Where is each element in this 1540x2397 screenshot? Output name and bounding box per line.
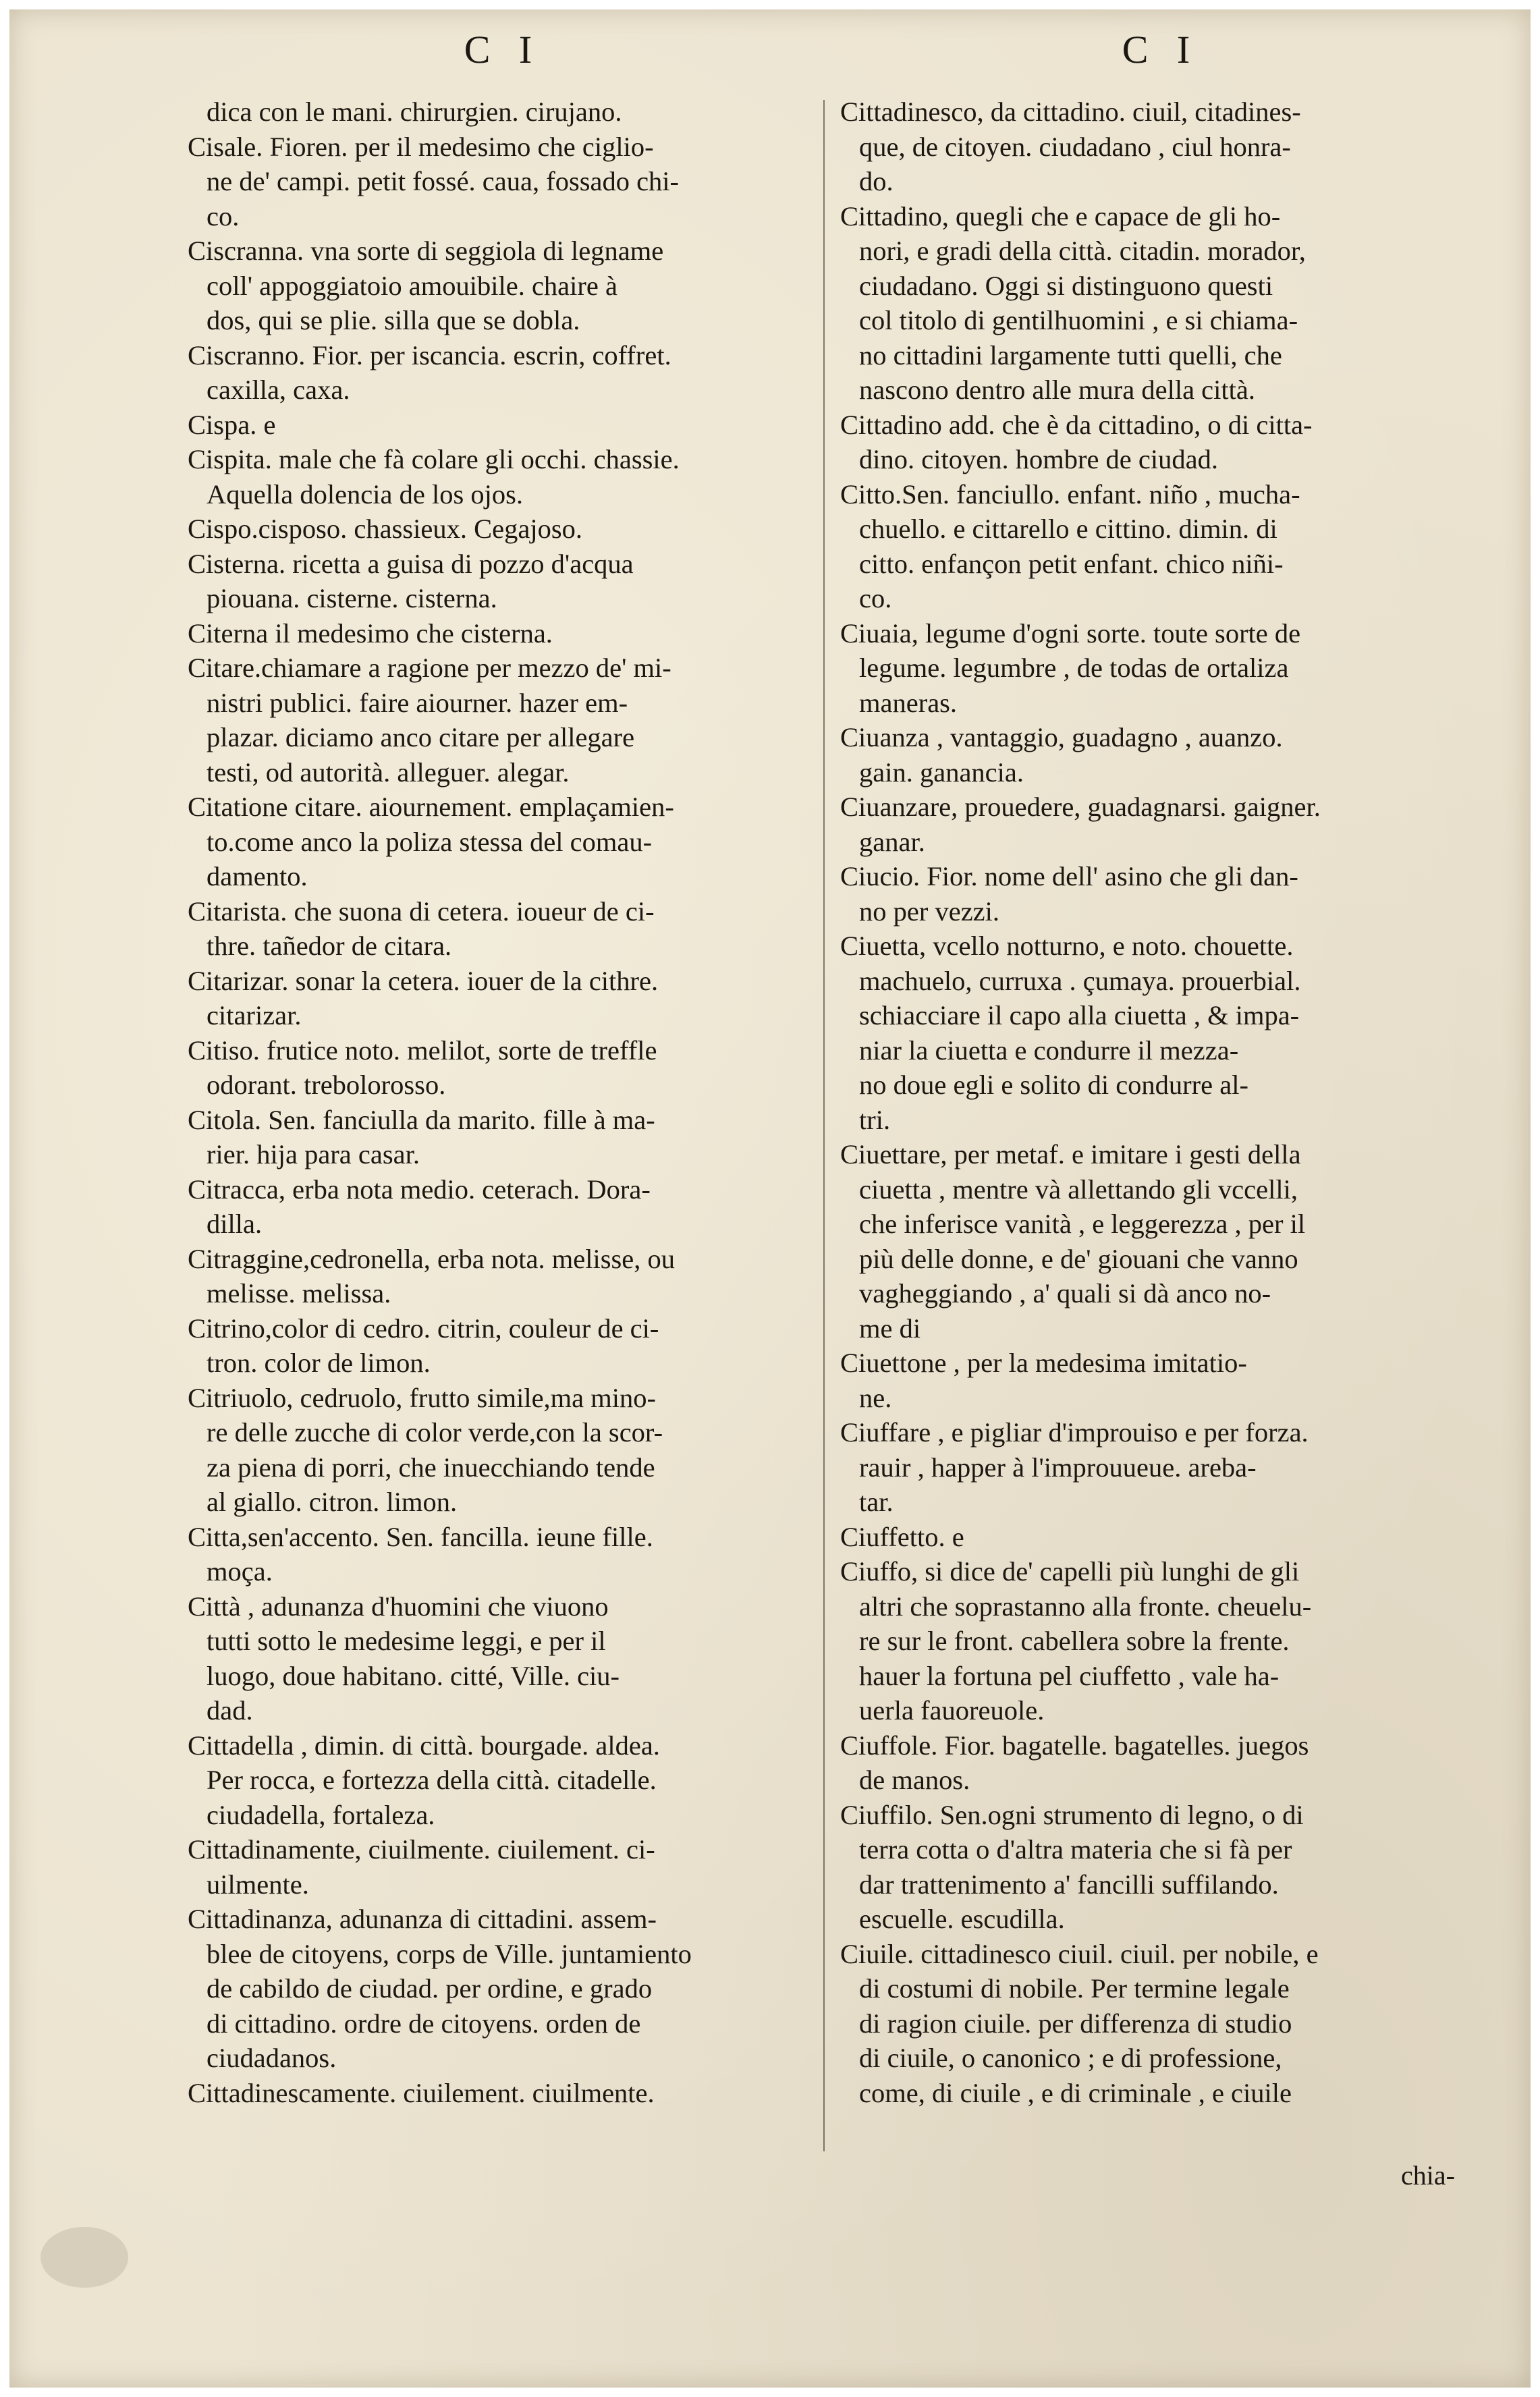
text-line: più delle donne, e de' giouani che vanno bbox=[859, 1243, 1298, 1274]
text-line: blee de citoyens, corps de Ville. juntamiento bbox=[207, 1938, 692, 1969]
text-line: Citrino,color di cedro. citrin, couleur de ci- bbox=[188, 1313, 659, 1344]
text-line: Cittadino, quegli che e capace de gli ho- bbox=[840, 200, 1281, 231]
text-line: nori, e gradi della città. citadin. morador, bbox=[859, 236, 1306, 266]
text-line: Cisale. Fioren. per il medesimo che ciglio- bbox=[188, 131, 654, 162]
text-line: luogo, doue habitano. citté, Ville. ciu- bbox=[207, 1660, 620, 1691]
text-line: no per vezzi. bbox=[859, 896, 1000, 927]
text-line: uilmente. bbox=[207, 1869, 309, 1900]
text-line: Ciscranno. Fior. per iscancia. escrin, coffret. bbox=[188, 339, 671, 370]
left-column bbox=[188, 94, 825, 2110]
text-line: escuelle. escudilla. bbox=[859, 1904, 1065, 1934]
text-line: ciudadella, fortaleza. bbox=[207, 1799, 435, 1830]
text-line: dica con le mani. chirurgien. cirujano. bbox=[207, 97, 622, 127]
text-line: altri che soprastanno alla fronte. cheuelu- bbox=[859, 1591, 1312, 1622]
text-line: terra cotta o d'altra materia che si fà per bbox=[859, 1834, 1292, 1865]
text-line: col titolo di gentilhuomini , e si chiama- bbox=[859, 305, 1298, 335]
text-line: Ciuffo, si dice de' capelli più lunghi de gli bbox=[840, 1556, 1300, 1587]
text-line: dos, qui se plie. silla que se dobla. bbox=[207, 305, 580, 335]
text-line: que, de citoyen. ciudadano , ciul honra- bbox=[859, 131, 1291, 162]
text-line: Cittadino add. che è da cittadino, o di citta- bbox=[840, 409, 1313, 440]
text-line: Ciucio. Fior. nome dell' asino che gli dan- bbox=[840, 861, 1298, 891]
text-line: Aquella dolencia de los ojos. bbox=[207, 478, 524, 509]
text-line: di costumi di nobile. Per termine legale bbox=[859, 1973, 1290, 2004]
text-line: Ciuffetto. e bbox=[840, 1521, 964, 1552]
text-line: Ciuetta, vcello notturno, e noto. chouette. bbox=[840, 931, 1294, 961]
text-line: re sur le front. cabellera sobre la frente. bbox=[859, 1626, 1290, 1656]
text-line: odorant. trebolorosso. bbox=[207, 1070, 446, 1100]
text-line: to.come anco la poliza stessa del comau- bbox=[207, 826, 653, 857]
text-line: Cittadinesco, da cittadino. ciuil, citadines- bbox=[840, 97, 1301, 127]
text-line: dino. citoyen. hombre de ciudad. bbox=[859, 444, 1218, 474]
text-line: de cabildo de ciudad. per ordine, e grado bbox=[207, 1973, 653, 2004]
text-line: no doue egli e solito di condurre al- bbox=[859, 1070, 1248, 1100]
text-line: ciudadano. Oggi si distinguono questi bbox=[859, 270, 1273, 301]
text-line: che inferisce vanità , e leggerezza , per il bbox=[859, 1209, 1306, 1239]
text-line: nistri publici. faire aiourner. hazer em- bbox=[207, 687, 628, 718]
text-line: tron. color de limon. bbox=[207, 1348, 431, 1378]
text-line: tar. bbox=[859, 1487, 893, 1517]
text-line: maneras. bbox=[859, 687, 958, 718]
text-line: dad. bbox=[207, 1695, 253, 1726]
text-line: Citraggine,cedronella, erba nota. melisse, ou bbox=[188, 1243, 675, 1274]
text-line: Cisterna. ricetta a guisa di pozzo d'acqua bbox=[188, 548, 634, 579]
text-line: coll' appoggiatoio amouibile. chaire à bbox=[207, 270, 617, 301]
text-line: co. bbox=[859, 583, 892, 613]
text-line: Cittadella , dimin. di città. bourgade. aldea. bbox=[188, 1730, 660, 1761]
text-line: Citriuolo, cedruolo, frutto simile,ma mino- bbox=[188, 1382, 657, 1413]
text-line: Cispa. e bbox=[188, 409, 276, 440]
text-line: plazar. diciamo anco citare per allegare bbox=[207, 722, 635, 752]
text-line: vagheggiando , a' quali si dà anco no- bbox=[859, 1278, 1271, 1308]
text-line: al giallo. citron. limon. bbox=[207, 1487, 458, 1517]
text-line: Citiso. frutice noto. melilot, sorte de treffle bbox=[188, 1035, 657, 1066]
text-line: Ciuettare, per metaf. e imitare i gesti della bbox=[840, 1139, 1301, 1169]
catchword: chia- bbox=[1401, 2160, 1455, 2191]
text-line: tutti sotto le medesime leggi, e per il bbox=[207, 1626, 606, 1656]
text-line: Ciuffare , e pigliar d'improuiso e per forza. bbox=[840, 1417, 1309, 1448]
text-line: piouana. cisterne. cisterna. bbox=[207, 583, 497, 613]
text-line: ciuetta , mentre và allettando gli vccelli, bbox=[859, 1174, 1298, 1205]
text-line: come, di ciuile , e di criminale , e ciuile bbox=[859, 2077, 1292, 2108]
text-line: chuello. e cittarello e cittino. dimin. di bbox=[859, 514, 1277, 544]
right-column bbox=[840, 94, 1485, 2110]
text-line: Ciuffole. Fior. bagatelle. bagatelles. juegos bbox=[840, 1730, 1309, 1761]
text-line: re delle zucche di color verde,con la scor- bbox=[207, 1417, 663, 1448]
text-line: Ciuile. cittadinesco ciuil. ciuil. per nobile, e bbox=[840, 1938, 1319, 1969]
text-line: legume. legumbre , de todas de ortaliza bbox=[859, 653, 1289, 683]
text-line: di ragion ciuile. per differenza di studio bbox=[859, 2008, 1292, 2039]
text-line: Citarizar. sonar la cetera. iouer de la cithre. bbox=[188, 965, 659, 996]
text-line: machuelo, curruxa . çumaya. prouerbial. bbox=[859, 965, 1301, 996]
text-line: moça. bbox=[207, 1556, 273, 1587]
text-line: di cittadino. ordre de citoyens. orden de bbox=[207, 2008, 641, 2039]
text-line: co. bbox=[207, 200, 240, 231]
text-line: za piena di porri, che inuecchiando tende bbox=[207, 1452, 655, 1483]
text-line: tri. bbox=[859, 1104, 891, 1135]
text-line: Ciuanzare, prouedere, guadagnarsi. gaigner. bbox=[840, 792, 1321, 822]
text-line: Citare.chiamare a ragione per mezzo de' mi- bbox=[188, 653, 671, 683]
text-line: Citarista. che suona di cetera. ioueur de ci- bbox=[188, 896, 655, 927]
text-line: Citatione citare. aiournement. emplaçamien- bbox=[188, 792, 674, 822]
text-line: ciudadanos. bbox=[207, 2043, 337, 2073]
text-line: ne de' campi. petit fossé. caua, fossado chi- bbox=[207, 166, 680, 196]
text-line: do. bbox=[859, 166, 893, 196]
text-line: dar trattenimento a' fancilli suffilando. bbox=[859, 1869, 1279, 1900]
text-line: Ciuanza , vantaggio, guadagno , auanzo. bbox=[840, 722, 1283, 752]
running-head-right: C I bbox=[1122, 28, 1200, 72]
text-line: Ciuettone , per la medesima imitatio- bbox=[840, 1348, 1247, 1378]
text-line: Per rocca, e fortezza della città. citadelle. bbox=[207, 1765, 657, 1795]
text-line: dilla. bbox=[207, 1209, 263, 1239]
text-line: Citta,sen'accento. Sen. fancilla. ieune fille. bbox=[188, 1521, 653, 1552]
text-line: niar la ciuetta e condurre il mezza- bbox=[859, 1035, 1239, 1066]
text-line: caxilla, caxa. bbox=[207, 375, 350, 405]
text-line: Cispita. male che fà colare gli occhi. chassie. bbox=[188, 444, 680, 474]
text-line: citto. enfançon petit enfant. chico niñi- bbox=[859, 548, 1284, 579]
text-line: Ciuaia, legume d'ogni sorte. toute sorte de bbox=[840, 617, 1301, 649]
text-line: Citola. Sen. fanciulla da marito. fille à ma- bbox=[188, 1104, 655, 1135]
text-line: melisse. melissa. bbox=[207, 1278, 391, 1308]
text-line: Ciscranna. vna sorte di seggiola di legname bbox=[188, 236, 664, 266]
text-line: no cittadini largamente tutti quelli, che bbox=[859, 339, 1282, 370]
text-line: Citracca, erba nota medio. ceterach. Dora- bbox=[188, 1174, 651, 1205]
text-line: uerla fauoreuole. bbox=[859, 1695, 1045, 1726]
paper-stain bbox=[40, 2227, 128, 2288]
text-line: gain. ganancia. bbox=[859, 756, 1024, 788]
text-line: de manos. bbox=[859, 1765, 970, 1795]
text-line: hauer la fortuna pel ciuffetto , vale ha- bbox=[859, 1660, 1280, 1691]
text-line: Citto.Sen. fanciullo. enfant. niño , mucha- bbox=[840, 478, 1300, 509]
running-head-left: C I bbox=[464, 28, 542, 72]
text-line: rauir , happer à l'improuueue. areba- bbox=[859, 1452, 1257, 1483]
text-line: me di bbox=[859, 1313, 921, 1344]
text-line: rier. hija para casar. bbox=[207, 1139, 420, 1169]
text-line: citarizar. bbox=[207, 1000, 302, 1030]
text-line: Cispo.cisposo. chassieux. Cegajoso. bbox=[188, 514, 582, 544]
text-line: Cittadinanza, adunanza di cittadini. assem- bbox=[188, 1904, 657, 1934]
text-line: damento. bbox=[207, 861, 308, 891]
text-line: Città , adunanza d'huomini che viuono bbox=[188, 1591, 609, 1622]
text-line: Ciuffilo. Sen.ogni strumento di legno, o di bbox=[840, 1799, 1304, 1830]
text-line: nascono dentro alle mura della città. bbox=[859, 375, 1256, 405]
text-line: di ciuile, o canonico ; e di professione, bbox=[859, 2043, 1282, 2073]
text-line: Citerna il medesimo che cisterna. bbox=[188, 617, 553, 649]
text-line: ganar. bbox=[859, 826, 925, 857]
text-line: thre. tañedor de citara. bbox=[207, 931, 452, 961]
text-line: Cittadinamente, ciuilmente. ciuilement. ci- bbox=[188, 1834, 655, 1865]
text-line: ne. bbox=[859, 1382, 892, 1413]
text-line: Cittadinescamente. ciuilement. ciuilmente. bbox=[188, 2077, 655, 2108]
text-line: schiacciare il capo alla ciuetta , & impa- bbox=[859, 1000, 1300, 1030]
text-line: testi, od autorità. alleguer. alegar. bbox=[207, 756, 570, 788]
